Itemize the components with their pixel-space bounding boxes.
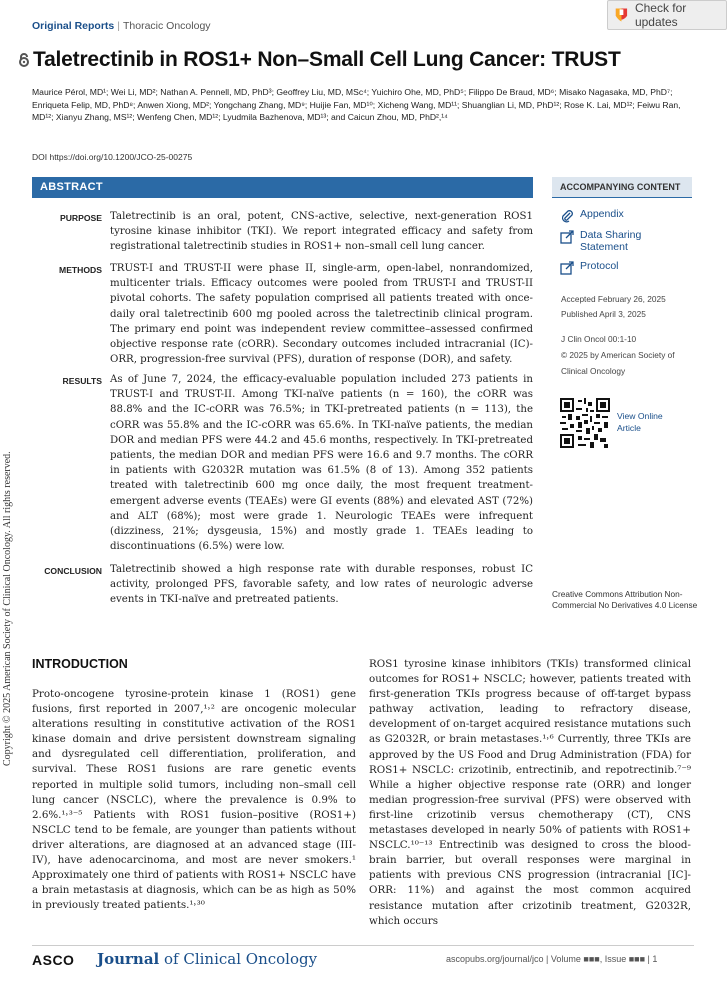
footer-volume-info[interactable]: ascopubs.org/journal/jco | Volume ■■■, Issue ■■■ | 1	[446, 954, 658, 964]
journal-name-prefix: Journal	[97, 950, 160, 968]
protocol-link[interactable]	[560, 261, 619, 275]
header-separator: |	[117, 20, 120, 32]
abstract-text-conclusion: Taletrectinib showed a high response rate with durable responses, robust IC activity, prolonged PFS, favorable safety, and low rates of neurologic adverse events in TKI-naïve and pretreated patients.	[110, 564, 533, 606]
data-sharing-statement-link[interactable]	[560, 230, 656, 253]
journal-citation: J Clin Oncol 00:1-10	[561, 334, 637, 344]
title-row	[18, 48, 621, 72]
abstract-text-results: As of June 7, 2024, the efficacy-evaluable population included 273 patients in TRUST-I and TRUST-II. Among TKI-naïve patients (n = 160), the cORR was 88.8% and the IC-cORR was 76.5%; in TKI-pretreated patients (n = 113), the cORR was 55.8% and the IC-cORR was 65.6%. In TKI-naïve patients, the median DOR and median PFS were 44.2 and 45.6 months, respectively. In TKI-pretreated patients, the median DOR and median PFS were 16.6 and 9.7 months. The cORR in patients with G2032R mutation was 61.5% (8 of 13). Among 352 patients treated with taletrectinib 600 mg once daily, the most frequent treatment-emergent adverse events (TEAEs) were GI events (88%) and elevated AST (72%) and ALT (68%); most were grade 1. Neurologic TEAEs were infrequent (dizziness, 21%; dysgeusia, 15%) and mostly grade 1. TEAEs leading to discontinuations (6.5%) were low.	[110, 374, 533, 553]
view-online-article-link[interactable]: View Online Article	[617, 411, 663, 433]
article-category-header	[32, 20, 211, 32]
subcategory-label[interactable]: Thoracic Oncology	[123, 20, 211, 32]
appendix-link[interactable]	[560, 209, 624, 223]
asco-logo: ASCO	[32, 952, 75, 968]
footer-divider	[32, 945, 694, 946]
external-link-icon	[560, 230, 574, 244]
introduction-column-1: Proto-oncogene tyrosine-protein kinase 1 (ROS1) gene fusions, first reported in 2007,¹˒² are oncogenic molecular alterations resulting in constitutive activation of the ROS1 kinase domain and drive persistent downstream signaling and dysregulated cell differentiation, proliferation, and survival. These ROS1 fusions are rare genetic events reported in multiple solid tumors, including non–small cell lung cancer (NSCLC), where the prevalence is 0.9% to 2.6%.¹˒³⁻⁵ Patients with ROS1 fusion–positive (ROS1+) NSCLC tend to be female, are younger than patients without driver alterations, are diagnosed at an advanced stage (III-IV), have adenocarcinoma, and most are never smokers.¹ Approximately one third of patients with ROS1+ NSCLC have a brain metastasis at diagnosis, which can be as high as 50% in previously treated patients.¹˒³⁰	[32, 688, 356, 912]
data-sharing-statement-label: Data Sharing Statement	[580, 229, 642, 253]
journal-name-suffix: of Clinical Oncology	[159, 950, 318, 968]
abstract-label-methods: METHODS	[59, 265, 102, 275]
license-notice[interactable]: Creative Commons Attribution Non-Commercial No Derivatives 4.0 License	[552, 589, 698, 610]
accompanying-content-heading: ACCOMPANYING CONTENT	[552, 177, 692, 197]
abstract-divider	[32, 197, 533, 198]
introduction-heading: INTRODUCTION	[32, 657, 128, 671]
abstract-label-conclusion: CONCLUSION	[44, 566, 102, 576]
abstract-heading: ABSTRACT	[32, 177, 533, 197]
qr-code[interactable]	[560, 398, 610, 448]
accepted-date: Accepted February 26, 2025	[561, 294, 666, 304]
paperclip-icon	[560, 209, 574, 223]
open-access-icon	[18, 53, 30, 67]
accompanying-divider	[552, 197, 692, 198]
published-date: Published April 3, 2025	[561, 309, 646, 319]
abstract-text-methods: TRUST-I and TRUST-II were phase II, single-arm, open-label, nonrandomized, multicenter trials. Efficacy outcomes were pooled from TRUST-I and TRUST-II pivotal cohorts. The safety population comprised all patients treated with once-daily oral taletrectinib 600 mg pooled across the taletrectinib clinical program. The primary end point was independent review committee–assessed confirmed objective response rate (cORR). Secondary outcomes included intracranial (IC)-ORR, progression-free survival (PFS), duration of response (DOR), and safety.	[110, 263, 533, 366]
abstract-label-purpose: PURPOSE	[59, 213, 102, 223]
crossmark-icon	[614, 6, 629, 24]
abstract-text-purpose: Taletrectinib is an oral, potent, CNS-active, selective, next-generation ROS1 tyrosine kinase inhibitor (TKI). We report integrated efficacy and safety from registrational taletrectinib studies in ROS1+ non–small cell lung cancer.	[110, 211, 533, 253]
abstract-label-results: RESULTS	[62, 376, 102, 386]
side-copyright-notice: Copyright © 2025 American Society of Clinical Oncology. All rights reserved.	[2, 451, 13, 766]
check-for-updates-button[interactable]	[607, 0, 727, 30]
copyright-notice: © 2025 by American Society of Clinical Oncology	[561, 350, 675, 376]
article-title: Taletrectinib in ROS1+ Non–Small Cell Lung Cancer: TRUST	[33, 48, 621, 71]
introduction-column-2: ROS1 tyrosine kinase inhibitors (TKIs) transformed clinical outcomes for ROS1+ NSCLC; however, patients treated with first-generation TKIs progress because of off-target bypass pathway activation, leading to refractory disease, development of on-target acquired resistance mutations such as G2032R, or brain metastases.¹˒⁶ Currently, three TKIs are approved by the US Food and Drug Administration (FDA) for ROS1+ NSCLC: crizotinib, entrectinib, and repotrectinib.⁷⁻⁹ While a higher objective response rate (ORR) and longer median progression-free survival (PFS) were observed with first-line crizotinib versus chemotherapy (CT), CNS metastases developed in nearly 50% of patients with ROS1+ NSCLC.¹⁰⁻¹³ Entrectinib was designed to cross the blood-brain barrier, but overall responses were marginal in patients with previous CNS progression (intracranial [IC]-ORR: 11%) and against the most common acquired resistance mutation after crizotinib treatment, G2032R, which occurs	[369, 658, 691, 927]
author-list: Maurice Pérol, MD¹; Wei Li, MD²; Nathan A. Pennell, MD, PhD³; Geoffrey Liu, MD, MSc⁴; Yuichiro Ohe, MD, PhD⁵; Filippo De Braud, MD⁶; Misako Nagasaka, MD, PhD⁷; Enriqueta Felip, MD, PhD⁸; Anwen Xiong, MD²; Yongchang Zhang, MD⁹; Huijie Fan, MD¹⁰; Xicheng Wang, MD¹¹; Shuanglian Li, MD, PhD¹²; Rose K. Lai, MD¹²; Feiwu Ran, MD¹²; Xianyu Zhang, MS¹²; Wenfeng Chen, MD¹²; Lyudmila Bazhenova, MD¹³; and Caicun Zhou, MD, PhD²,¹⁴	[32, 87, 681, 123]
appendix-label: Appendix	[580, 208, 624, 220]
protocol-label: Protocol	[580, 260, 619, 272]
check-for-updates-label: Check for updates	[634, 1, 687, 29]
journal-name	[97, 950, 317, 968]
doi-link[interactable]: DOI https://doi.org/10.1200/JCO-25-00275	[32, 152, 193, 162]
external-link-icon	[560, 261, 574, 275]
category-label[interactable]: Original Reports	[32, 20, 115, 32]
